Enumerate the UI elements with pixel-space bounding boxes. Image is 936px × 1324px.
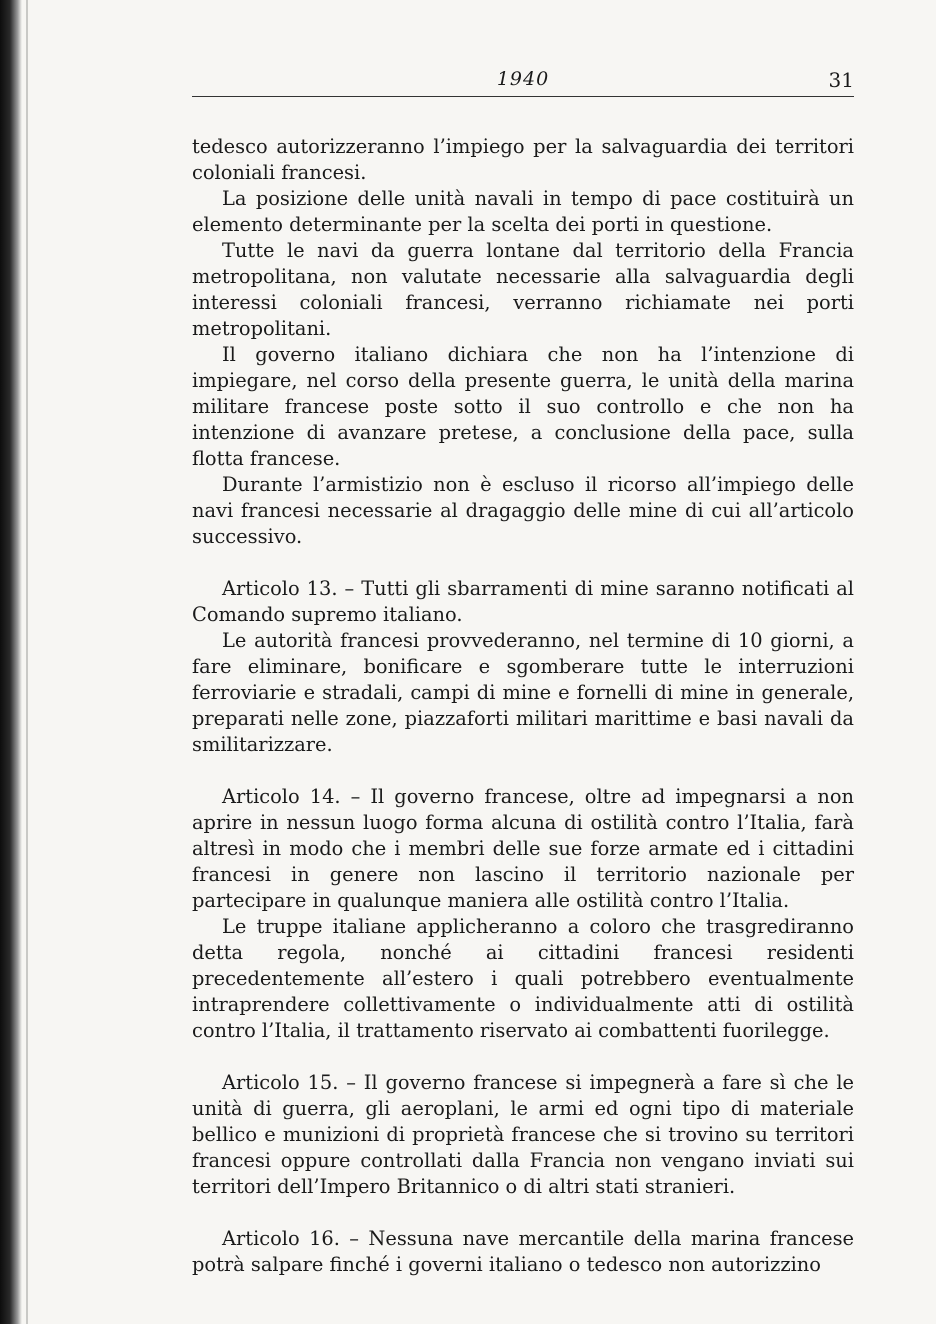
paragraph: Tutte le navi da guerra lontane dal territorio della Francia metropolitana, non valutate necessarie alla salvaguardia degli interessi coloniali francesi, verranno richiamate nei porti metropolitani.	[192, 239, 854, 340]
article-15: Articolo 15. – Il governo francese si impegnerà a fare sì che le unità di guerra, gli aeroplani, le armi ed ogni tipo di materiale bellico e munizioni di proprietà francese che si trovino su territori francesi oppure controllati dalla Francia non vengano inviati sui territori dell’Impero Britannico o di altri stati stranieri.	[192, 1071, 854, 1198]
article-13: Articolo 13. – Tutti gli sbarramenti di mine saranno notificati al Comando supremo italiano.	[192, 577, 854, 626]
book-spine-shadow	[0, 0, 22, 1324]
paragraph: Il governo italiano dichiara che non ha l’intenzione di impiegare, nel corso della presente guerra, le unità della marina militare francese poste sotto il suo controllo e che non ha intenzione di avanzare pretese, a conclusione della pace, sulla flotta francese.	[192, 343, 854, 470]
paragraph: Le truppe italiane applicheranno a coloro che trasgrediranno detta regola, nonché ai cittadini francesi residenti precedentemente all’estero i quali potrebbero eventualmente intraprendere collettivamente o individualmente atti di ostilità contro l’Italia, il trattamento riservato ai combattenti fuorilegge.	[192, 915, 854, 1042]
page-number: 31	[828, 68, 854, 92]
paragraph: Durante l’armistizio non è escluso il ricorso all’impiego delle navi francesi necessarie al dragaggio delle mine di cui all’articolo successivo.	[192, 473, 854, 548]
article-14: Articolo 14. – Il governo francese, oltre ad impegnarsi a non aprire in nessun luogo forma alcuna di ostilità contro l’Italia, farà altresì in modo che i membri delle sue forze armate ed i cittadini francesi in genere non lascino il territorio nazionale per partecipare in qualunque maniera alle ostilità contro l’Italia.	[192, 785, 854, 912]
page-header	[192, 62, 854, 97]
article-16: Articolo 16. – Nessuna nave mercantile della marina francese potrà salpare finché i governi italiano o tedesco non autorizzino	[192, 1227, 854, 1276]
paragraph: La posizione delle unità navali in tempo di pace costituirà un elemento determinante per la scelta dei porti in questione.	[192, 187, 854, 236]
paragraph: Le autorità francesi provvederanno, nel termine di 10 giorni, a fare eliminare, bonificare e sgomberare tutte le interruzioni ferroviarie e stradali, campi di mine e fornelli di mine in generale, preparati nelle zone, piazzaforti militari marittime e basi navali da smilitarizzare.	[192, 629, 854, 756]
book-spine-edge	[26, 0, 28, 1324]
paragraph-continuation: tedesco autorizzeranno l’impiego per la salvaguardia dei territori coloniali francesi.	[192, 135, 854, 184]
running-title: 1940	[496, 68, 550, 90]
page-body	[192, 134, 854, 1278]
